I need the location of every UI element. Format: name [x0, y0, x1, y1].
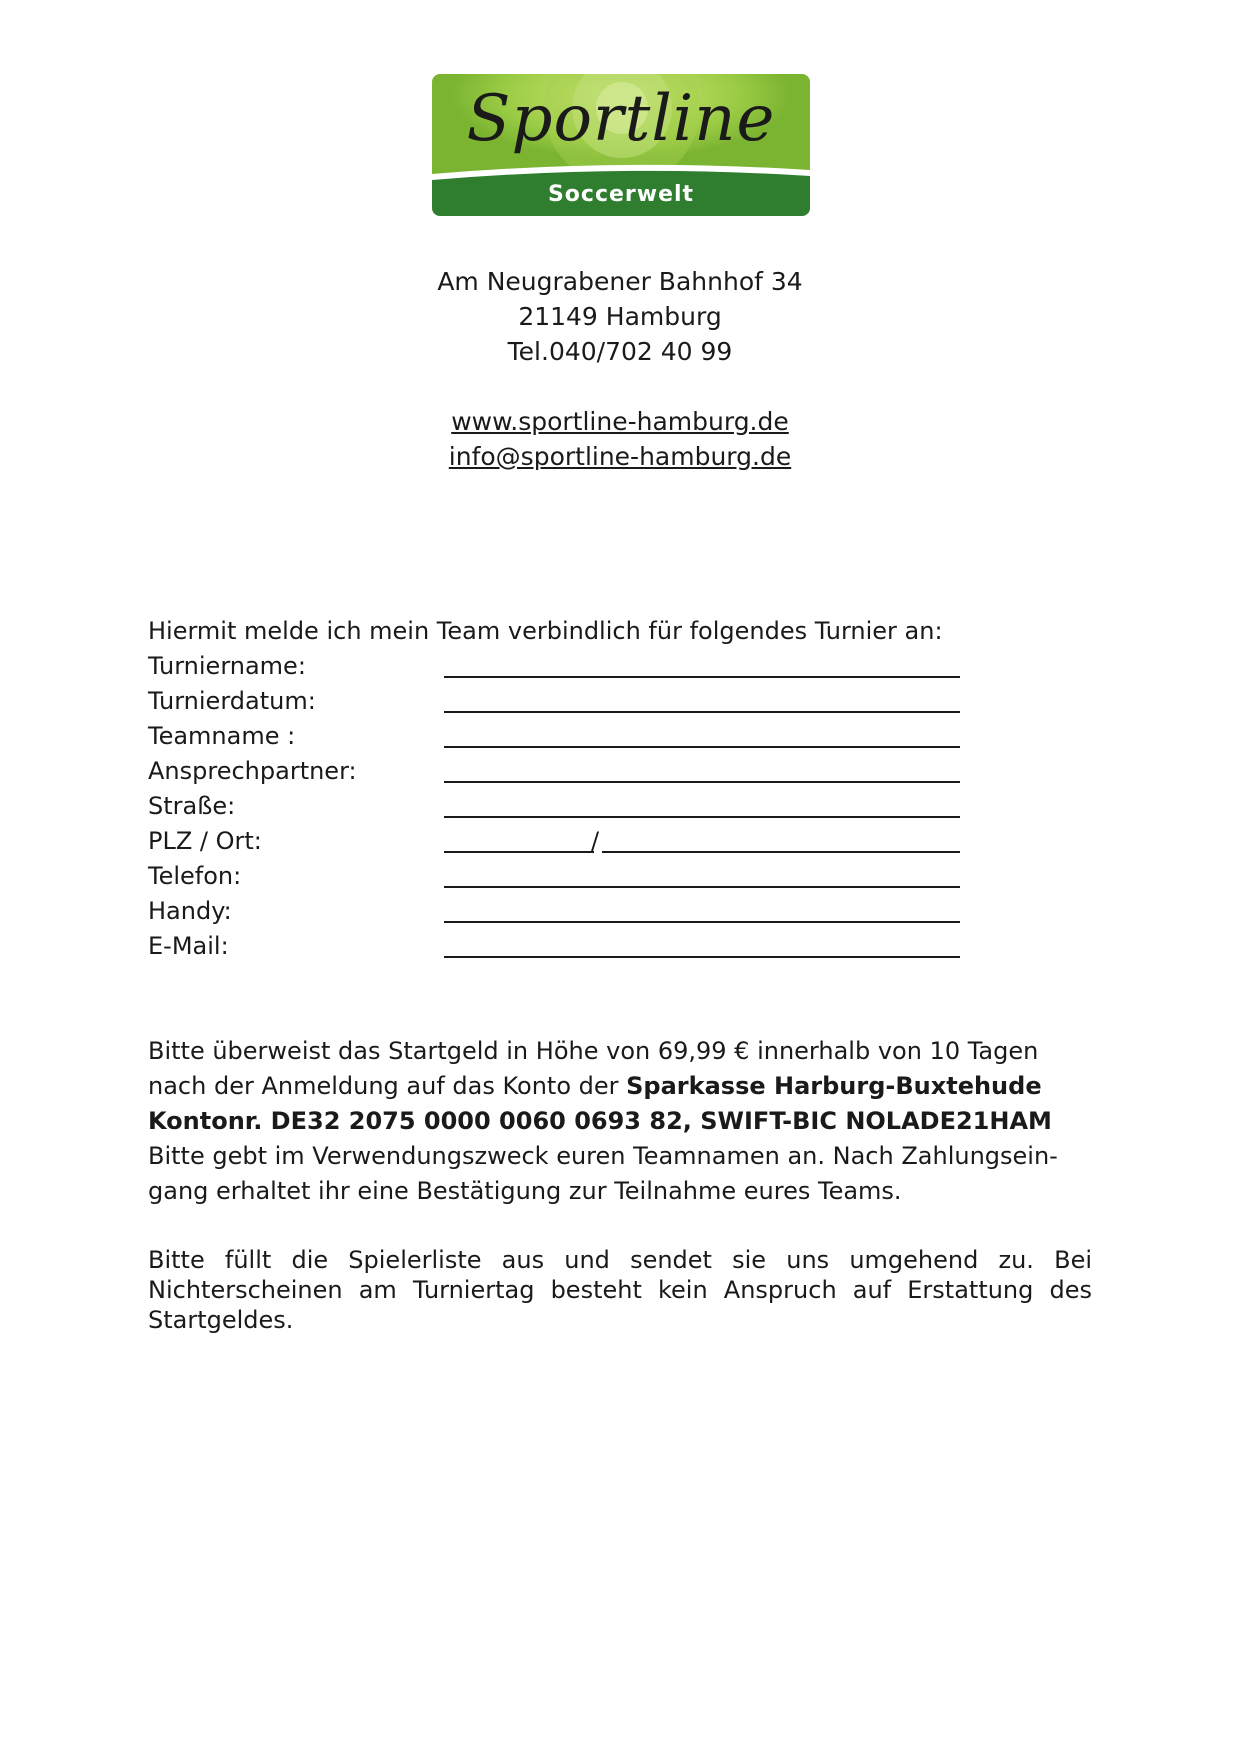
payment-instructions — [148, 1034, 1108, 1209]
form-row-handy — [148, 894, 968, 929]
form-intro: Hiermit melde ich mein Team verbindlich für folgendes Turnier an: — [148, 617, 943, 645]
sportline-logo — [432, 74, 810, 216]
field-label: Teamname : — [148, 722, 296, 750]
field-label: Handy: — [148, 897, 232, 925]
bank-name: Sparkasse Harburg-Buxtehude — [626, 1072, 1042, 1100]
form-row-telefon — [148, 859, 968, 894]
field-label: Telefon: — [148, 862, 242, 890]
field-label: Ansprechpartner: — [148, 757, 357, 785]
bank-account: Kontonr. DE32 2075 0000 0060 0693 82, SWIFT-BIC NOLADE21HAM — [148, 1107, 1052, 1135]
form-row-strasse — [148, 789, 968, 824]
logo-subtitle: Soccerwelt — [547, 182, 695, 207]
payment-line: gang erhaltet ihr eine Bestätigung zur Teilnahme eures Teams. — [148, 1177, 902, 1205]
closing-paragraph: Bitte füllt die Spielerliste aus und sendet sie uns umgehend zu. Bei Nichterscheinen am Turniertag besteht kein Anspruch auf Erstattung des Startgeldes. — [148, 1246, 1092, 1334]
payment-line: Bitte überweist das Startgeld in Höhe von 69,99 € innerhalb von 10 Tagen — [148, 1037, 1039, 1065]
plz-ort-separator: / — [591, 827, 600, 855]
form-row-ansprechpartner — [148, 754, 968, 789]
telefon-line[interactable] — [444, 886, 960, 888]
ansprechpartner-line[interactable] — [444, 781, 960, 783]
form-row-turniername — [148, 649, 968, 684]
logo-wordmark: Sportline — [466, 82, 776, 156]
payment-line — [148, 1104, 1108, 1139]
teamname-line[interactable] — [444, 746, 960, 748]
form-row-teamname — [148, 719, 968, 754]
email-link[interactable]: info@sportline-hamburg.de — [448, 442, 792, 471]
address-block — [320, 264, 920, 474]
form-row-email — [148, 929, 968, 964]
field-label: PLZ / Ort: — [148, 827, 262, 855]
field-label: Straße: — [148, 792, 236, 820]
form-row-plz-ort — [148, 824, 968, 859]
website-link[interactable]: www.sportline-hamburg.de — [451, 407, 789, 436]
turnierdatum-line[interactable] — [444, 711, 960, 713]
payment-line: Bitte gebt im Verwendungszweck euren Teamnamen an. Nach Zahlungsein- — [148, 1142, 1058, 1170]
address-street: Am Neugrabener Bahnhof 34 — [437, 267, 803, 296]
payment-text: nach der Anmeldung auf das Konto der — [148, 1072, 627, 1100]
email-line[interactable] — [444, 956, 960, 958]
turniername-line[interactable] — [444, 676, 960, 678]
payment-line — [148, 1069, 1108, 1104]
handy-line[interactable] — [444, 921, 960, 923]
plz-line[interactable] — [444, 851, 594, 853]
form-row-turnierdatum — [148, 684, 968, 719]
strasse-line[interactable] — [444, 816, 960, 818]
address-phone: Tel.040/702 40 99 — [507, 337, 733, 366]
ort-line[interactable] — [602, 851, 960, 853]
field-label: Turnierdatum: — [148, 687, 316, 715]
address-city: 21149 Hamburg — [518, 302, 722, 331]
field-label: E-Mail: — [148, 932, 229, 960]
field-label: Turniername: — [148, 652, 306, 680]
